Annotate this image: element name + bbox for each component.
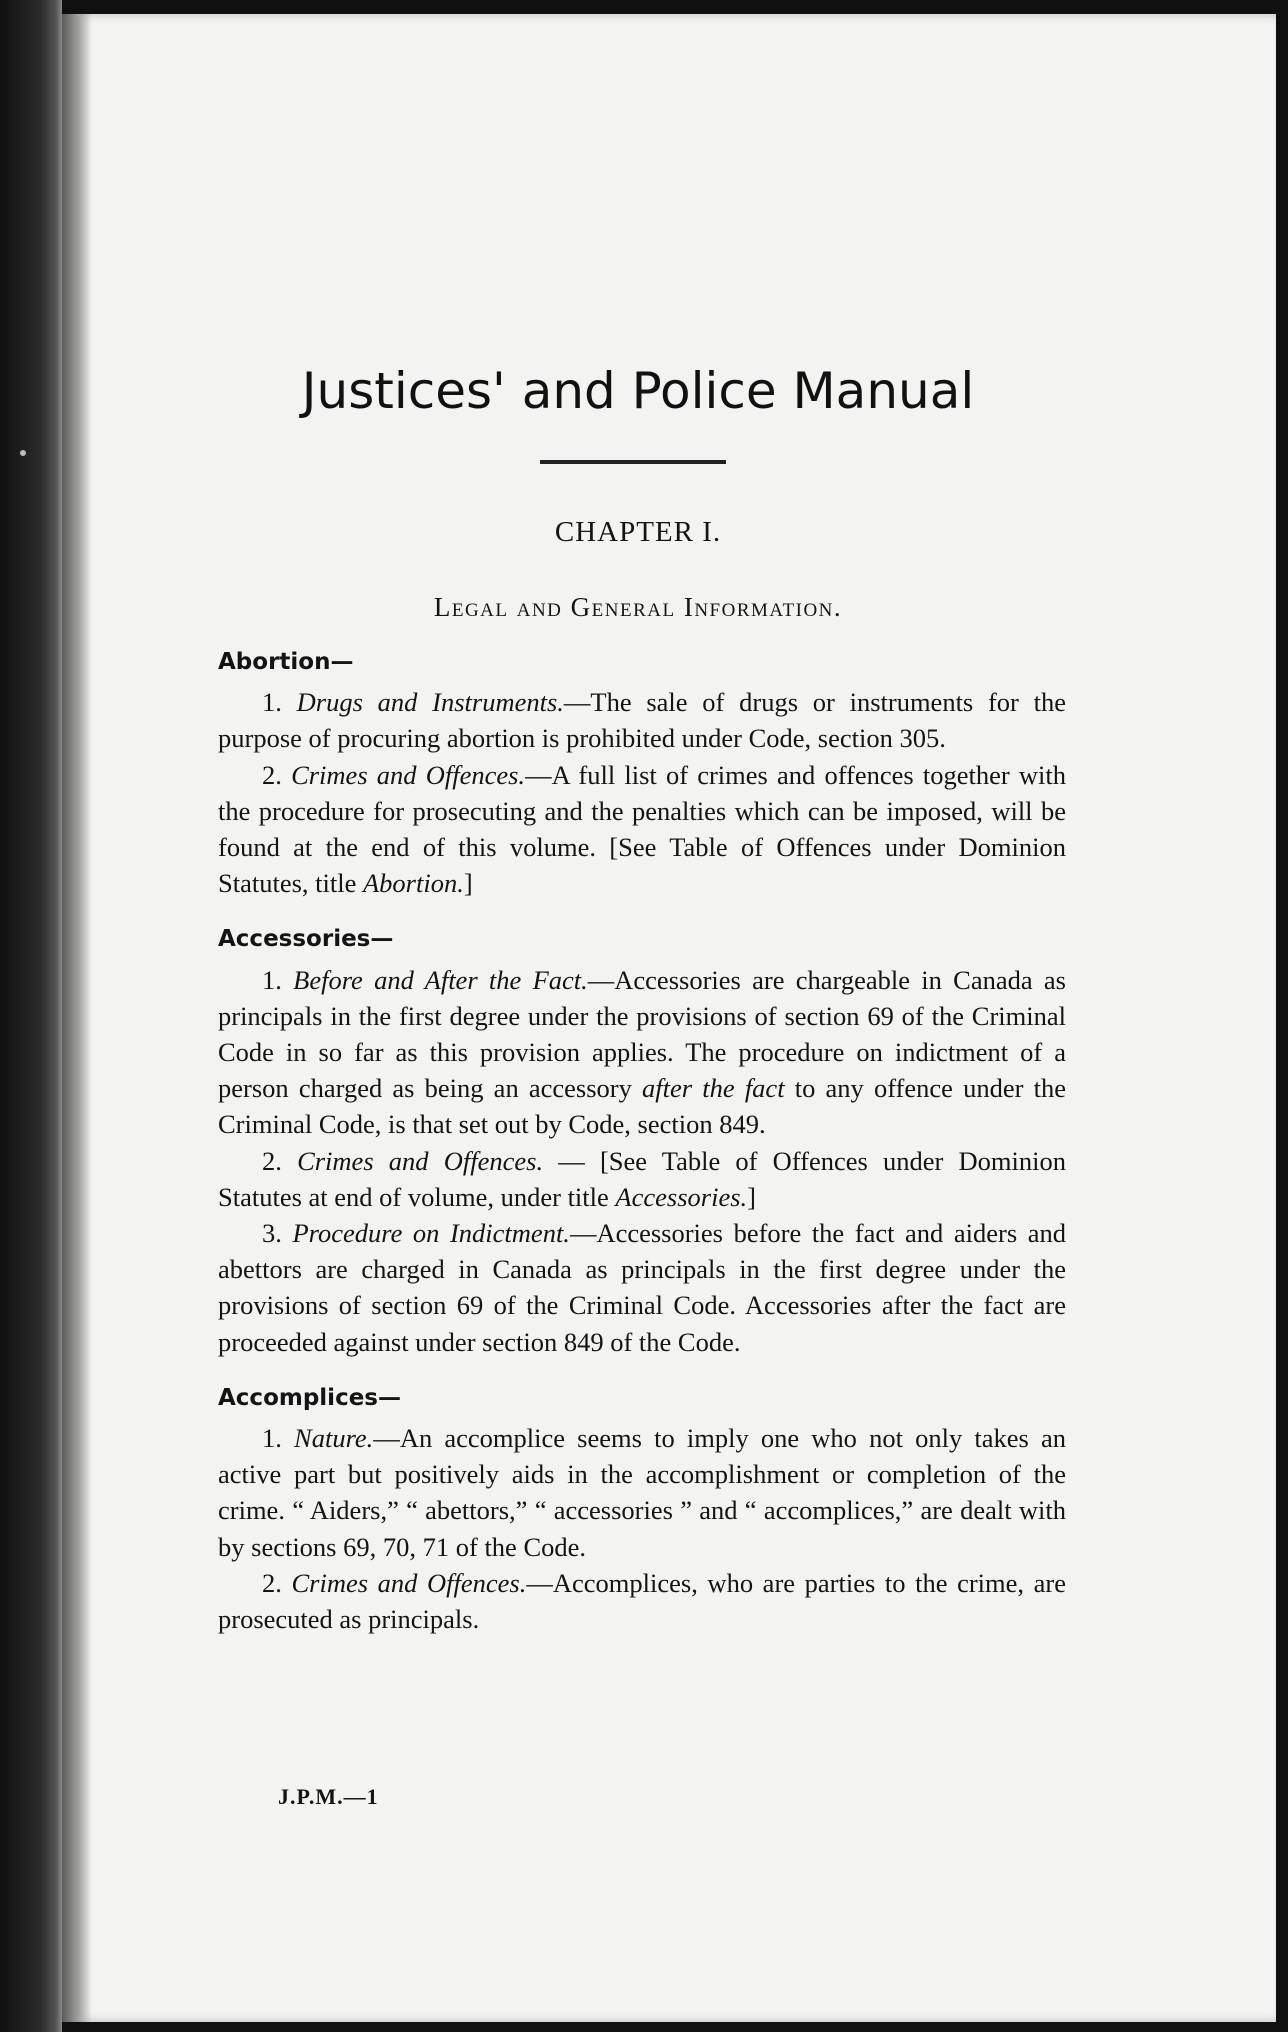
paragraph: 2. Crimes and Offences.—A full list of crimes and offences together with the procedure for prosecuting and the penalties which can be imposed, will be found at the end of this volume. [See Table of Offences under Dominion Statutes, title Abortion.]	[218, 759, 1067, 899]
paragraph: 3. Procedure on Indictment.—Accessories before the fact and aiders and abettors are charged in Canada as principals in the first degree under the provisions of section 69 of the Criminal Code. Accessories after the fact are proceeded against under section 849 of the Code.	[218, 1218, 1066, 1357]
paragraph: 2. Crimes and Offences.—Accomplices, who are parties to the crime, are prosecuted as principals.	[218, 1567, 1066, 1635]
paragraph: 1. Before and After the Fact.—Accessories are chargeable in Canada as principals in the first degree under the provisions of section 69 of the Criminal Code in so far as this provision applies. The procedure on indictment of a person charged as being an accessory after the fact to any offence under the Criminal Code, is that set out by Code, section 849.	[218, 964, 1066, 1140]
section-heading-accessories: Accessories—	[218, 926, 394, 953]
chapter-subheading: Legal and General Information.	[433, 592, 843, 622]
chapter-heading: CHAPTER I.	[554, 516, 722, 548]
margin-mark	[20, 450, 26, 456]
section-heading-abortion: Abortion—	[218, 649, 354, 675]
section-heading-accomplices: Accomplices—	[218, 1384, 401, 1411]
paragraph: 1. Nature.—An accomplice seems to imply one who not only takes an active part but positively aids in the accomplishment or completion of the crime. “ Aiders,” “ abettors,” “ accessories ” and “ accomplices,” are dealt with by sections 69, 70, 71 of the Code.	[218, 1423, 1067, 1562]
binding-spine	[0, 0, 62, 2032]
title-rule	[540, 460, 726, 464]
paragraph: 1. Drugs and Instruments.—The sale of drugs or instruments for the purpose of procuring abortion is prohibited under Code, section 305.	[218, 687, 1067, 754]
page-title: Justices' and Police Manual	[301, 362, 975, 420]
page-gutter-shadow	[62, 14, 92, 2022]
paragraph: 2. Crimes and Offences. — [See Table of Offences under Dominion Statutes at end of volume, under title Accessories.]	[218, 1145, 1067, 1212]
body-text	[218, 640, 1066, 1637]
page-footer-signature: J.P.M.—1	[278, 1784, 379, 1809]
